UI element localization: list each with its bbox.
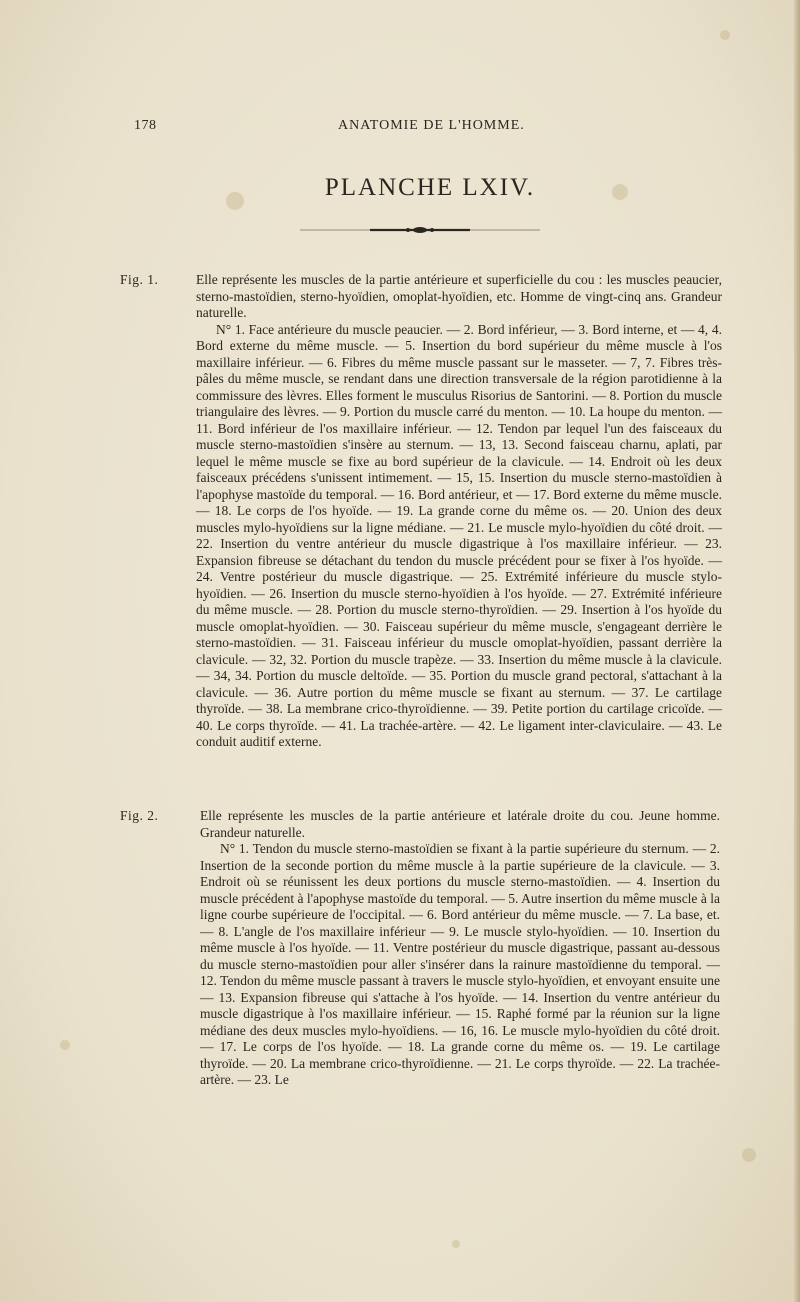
foxing-spot [742, 1148, 756, 1162]
figure-1-legend: N° 1. Face antérieure du muscle peaucier. — 2. Bord inférieur, — 3. Bord interne, et — 4, 4. Bord externe du même muscle. — 5. Insertion du bord supérieur du même muscle à l'os maxillaire inférieur. — 6. Fibres du même muscle passant sur le masseter. — 7, 7. Fibres très-pâles du même muscle, se rendant dans une direction transversale de la région parotidienne à la commissure des lèvres. Elles forment le musculus Risorius de Santorini. — 8. Portion du muscle triangulaire des lèvres. — 9. Portion du muscle carré du menton. — 10. La houpe du menton. — 11. Bord inférieur de l'os maxillaire inférieur. — 12. Tendon par lequel l'un des faisceaux du muscle sterno-mastoïdien s'insère au sternum. — 13, 13. Second faisceau charnu, aplati, par lequel le même muscle se fixe au bord supérieur de la clavicule. — 14. Endroit où les deux faisceaux précédens s'unissent intimement. — 15, 15. Insertion du muscle sterno-mastoïdien à l'apophyse mastoïde du temporal. — 16. Bord antérieur, et — 17. Bord externe du même muscle. — 18. Le corps de l'os hyoïde. — 19. La grande corne du même os. — 20. Union des deux muscles mylo-hyoïdiens sur la ligne médiane. — 21. Le muscle mylo-hyoïdien du côté droit. — 22. Insertion du ventre antérieur du muscle digastrique à l'os maxillaire inférieur. — 23. Expansion fibreuse se détachant du tendon du muscle précédent pour se fixer à l'os hyoïde. — 24. Ventre postérieur du muscle digastrique. — 25. Extrémité inférieure du muscle stylo-hyoïdien. — 26. Insertion du muscle sterno-hyoïdien à l'os hyoïde. — 27. Extrémité inférieure du même muscle. — 28. Portion du muscle sterno-thyroïdien. — 29. Insertion à l'os hyoïde du muscle omoplat-hyoïdien. — 30. Faisceau supérieur du même muscle, s'engageant derrière le sterno-mastoïdien. — 31. Faisceau inférieur du muscle omoplat-hyoïdien, passant derrière la clavicule. — 32, 32. Portion du muscle trapèze. — 33. Insertion du même muscle à la clavicule. — 34, 34. Portion du muscle deltoïde. — 35. Portion du muscle grand pectoral, s'attachant à la clavicule. — 36. Autre portion du même muscle se fixant au sternum. — 37. Le cartilage thyroïde. — 38. La membrane crico-thyroïdienne. — 39. Petite portion du cartilage cricoïde. — 40. Le corps thyroïde. — 41. La trachée-artère. — 42. Le ligament inter-claviculaire. — 43. Le conduit auditif externe. [196, 321, 722, 749]
foxing-spot [452, 1240, 460, 1248]
plate-title: PLANCHE LXIV. [324, 174, 536, 201]
figure-2-description: Elle représente les muscles de la partie antérieure et latérale droite du cou. Jeune homme. Grandeur naturelle. [200, 808, 720, 840]
foxing-spot [60, 1040, 70, 1050]
figure-2-text [200, 808, 720, 1089]
figure-1-description: Elle représente les muscles de la partie antérieure et superficielle du cou : les muscles peaucier, sterno-mastoïdien, sterno-hyoïdien, omoplat-hyoïdien, etc. Homme de vingt-cinq ans. Grandeur naturelle. [196, 272, 722, 320]
ornament-rule-icon [300, 222, 540, 238]
figure-1-label: Fig. 1. [120, 272, 159, 287]
figure-2-legend: N° 1. Tendon du muscle sterno-mastoïdien se fixant à la partie supérieure du sternum. — 2. Insertion de la seconde portion du même muscle à la partie supérieure de la clavicule. — 3. Endroit où se réunissent les deux portions du muscle sterno-mastoïdien. — 4. Insertion du muscle précédent à l'apophyse mastoïde du temporal. — 5. Autre insertion du même muscle à la ligne courbe supérieure de l'occipital. — 6. Bord antérieur du même muscle. — 7. La base, et. — 8. L'angle de l'os maxillaire inférieur — 9. Le muscle stylo-hyoïdien. — 10. Insertion du même muscle à l'os hyoïde. — 11. Ventre postérieur du muscle digastrique, passant au-dessous du muscle sterno-mastoïdien pour aller s'insérer dans la rainure mastoïdienne du temporal. — 12. Tendon du même muscle passant à travers le muscle stylo-hyoïdien, et envoyant ensuite une — 13. Expansion fibreuse qui s'attache à l'os hyoïde. — 14. Insertion du ventre antérieur du muscle digastrique à l'os maxillaire inférieur. — 15. Raphé formé par la réunion sur la ligne médiane des deux muscles mylo-hyoïdiens. — 16, 16. Le muscle mylo-hyoïdien du côté droit. — 17. Le corps de l'os hyoïde. — 18. La grande corne du même os. — 19. Le cartilage thyroïde. — 20. La membrane crico-thyroïdienne. — 21. Le corps thyroïde. — 22. La trachée-artère. — 23. Le [200, 841, 720, 1087]
page-number: 178 [134, 118, 157, 133]
figure-2-label: Fig. 2. [120, 808, 159, 823]
running-head [0, 118, 800, 138]
foxing-spot [720, 30, 730, 40]
figure-1-text [196, 272, 722, 751]
running-title: ANATOMIE DE L'HOMME. [338, 118, 525, 133]
